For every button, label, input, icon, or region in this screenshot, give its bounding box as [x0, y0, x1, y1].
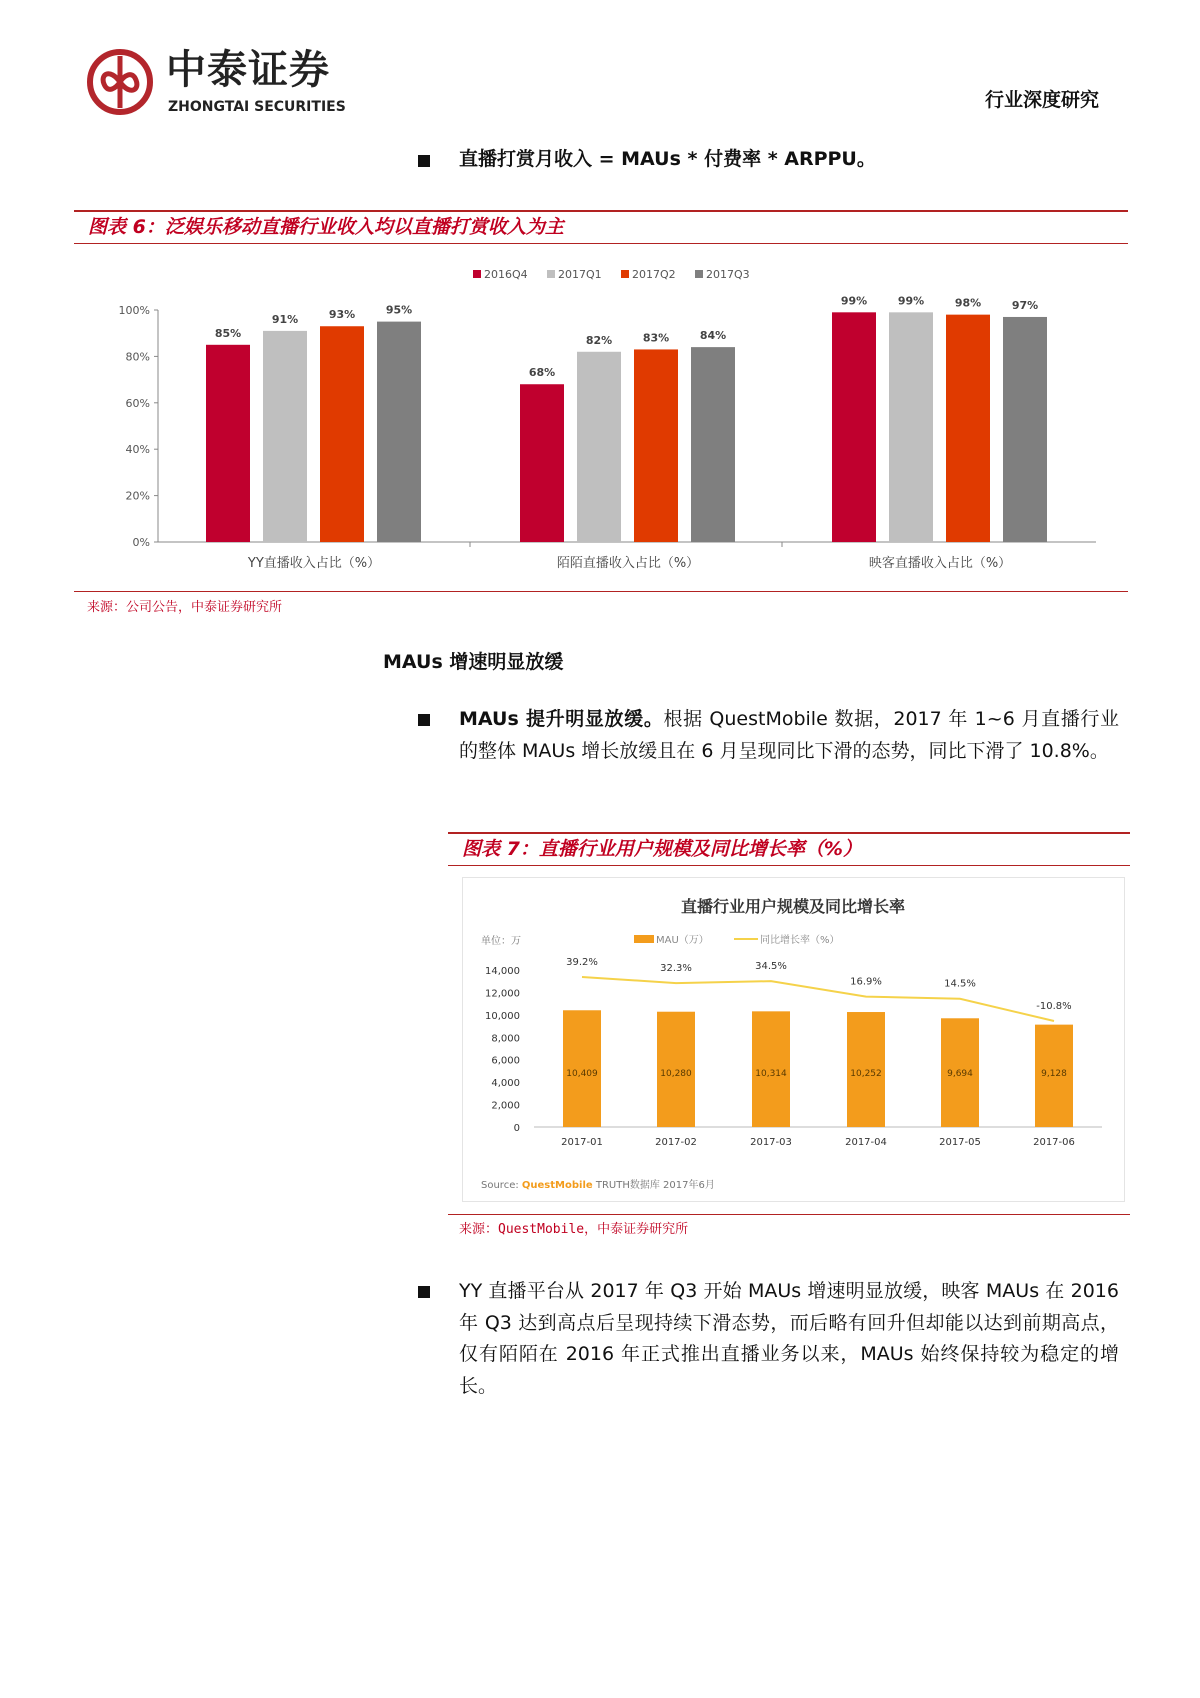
bar: [889, 312, 933, 542]
bar-value-label: 10,314: [755, 1069, 787, 1079]
figure7-title: 图表 7：直播行业用户规模及同比增长率（%）: [462, 838, 862, 860]
bar-value-label: 68%: [528, 366, 556, 380]
y-tick-label: 4,000: [491, 1078, 520, 1090]
bar-value-label: 10,252: [850, 1069, 882, 1079]
report-type: 行业深度研究: [985, 89, 1100, 111]
line-value-label: 34.5%: [755, 961, 787, 973]
bar-value-label: 98%: [954, 296, 982, 310]
x-category-label: YY直播收入占比（%）: [247, 556, 381, 571]
chart-source: [481, 1180, 715, 1191]
y-tick-label: 60%: [125, 396, 150, 410]
divider: [74, 210, 1128, 212]
bar-value-label: 82%: [585, 333, 613, 347]
bar-value-label: 95%: [385, 303, 413, 317]
paragraph-body: 根据 QuestMobile 数据，2017 年 1~6 月直播行业的整体 MAUs 增长放缓且在 6 月呈现同比下滑的态势，同比下滑了 10.8%。: [459, 708, 1119, 762]
divider: [74, 591, 1128, 592]
bar-value-label: 9,694: [947, 1069, 973, 1079]
y-tick-label: 8,000: [491, 1033, 520, 1045]
bar: [832, 312, 876, 542]
x-category-label: 映客直播收入占比（%）: [868, 556, 1012, 571]
figure7-source: 来源：QuestMobile，中泰证券研究所: [459, 1222, 689, 1237]
y-tick-label: 2,000: [491, 1100, 520, 1112]
chart-source-brand: QuestMobile: [521, 1180, 593, 1191]
paragraph-platforms: YY 直播平台从 2017 年 Q3 开始 MAUs 增速明显放缓，映客 MAUs 在 2016 年 Q3 达到高点后呈现持续下滑态势，而后略有回升但却能以达到前期高点，仅有陌陌在 2016 年正式推出直播业务以来，MAUs 始终保持较为稳定的增长。: [459, 1280, 1119, 1397]
bar-value-label: 83%: [642, 331, 670, 345]
bar-value-label: 10,409: [566, 1069, 598, 1079]
bar: [206, 345, 250, 542]
divider: [448, 865, 1130, 866]
divider: [74, 243, 1128, 244]
bullet-icon: [418, 155, 430, 167]
bar: [1003, 317, 1047, 542]
divider: [448, 832, 1130, 834]
paragraph-maus: [459, 704, 1119, 767]
y-tick-label: 80%: [125, 350, 150, 364]
line-value-label: 32.3%: [660, 963, 692, 975]
y-tick-label: 14,000: [485, 966, 520, 977]
bar: [946, 315, 990, 542]
legend-label: 同比增长率（%）: [760, 935, 840, 946]
legend-swatch: [547, 270, 555, 278]
x-tick-label: 2017-03: [750, 1137, 792, 1148]
legend-swatch: [695, 270, 703, 278]
bar-value-label: 93%: [328, 308, 356, 322]
y-tick-label: 20%: [125, 489, 150, 503]
figure6-title: 图表 6：泛娱乐移动直播行业收入均以直播打赏收入为主: [88, 216, 564, 238]
logo-text-cn: 中泰证券: [166, 47, 330, 93]
bullet-icon: [418, 714, 430, 726]
divider: [448, 1214, 1130, 1215]
y-tick-label: 100%: [118, 304, 150, 317]
legend-label: 2017Q2: [632, 268, 676, 281]
growth-rate-line: [582, 977, 1054, 1021]
x-tick-label: 2017-05: [939, 1137, 981, 1148]
legend-label: 2017Q1: [558, 268, 602, 281]
line-value-label: 14.5%: [944, 978, 976, 990]
x-tick-label: 2017-01: [561, 1137, 603, 1148]
y-tick-label: 0%: [132, 536, 150, 549]
bullet-icon: [418, 1286, 430, 1298]
y-tick-label: 0: [513, 1123, 520, 1134]
y-tick-label: 40%: [125, 443, 150, 457]
bar-value-label: 9,128: [1041, 1069, 1067, 1079]
chart-source-label: Source:: [481, 1180, 519, 1191]
line-value-label: 16.9%: [850, 976, 882, 988]
section-heading: MAUs 增速明显放缓: [383, 651, 564, 673]
x-tick-label: 2017-06: [1033, 1137, 1075, 1148]
legend-swatch: [634, 935, 654, 943]
figure7-chart: [462, 877, 1125, 1202]
zhongtai-logo-icon: [86, 48, 154, 116]
bar-value-label: 84%: [699, 329, 727, 343]
legend-swatch: [621, 270, 629, 278]
bar: [377, 322, 421, 542]
x-category-label: 陌陌直播收入占比（%）: [556, 556, 700, 571]
line-value-label: -10.8%: [1036, 1001, 1072, 1012]
bar: [263, 331, 307, 542]
figure6-source: 来源：公司公告，中泰证券研究所: [87, 600, 283, 615]
legend-label: MAU（万）: [656, 935, 709, 946]
formula-text: 直播打赏月收入 = MAUs * 付费率 * ARPPU。: [459, 148, 876, 170]
bar-value-label: 91%: [271, 312, 299, 326]
bar-value-label: 97%: [1011, 298, 1039, 312]
legend-label: 2016Q4: [484, 268, 528, 281]
bar: [577, 352, 621, 542]
y-tick-label: 12,000: [485, 988, 520, 1000]
bar: [320, 326, 364, 542]
bar-value-label: 85%: [214, 326, 242, 340]
bar: [634, 349, 678, 542]
line-value-label: 39.2%: [566, 957, 598, 968]
bar-value-label: 10,280: [660, 1069, 692, 1079]
unit-label: 单位：万: [481, 936, 521, 947]
bar-value-label: 99%: [897, 294, 925, 308]
x-tick-label: 2017-04: [845, 1137, 887, 1148]
y-tick-label: 10,000: [485, 1010, 520, 1022]
y-tick-label: 6,000: [491, 1055, 520, 1067]
chart-source-rest: TRUTH数据库 2017年6月: [595, 1180, 715, 1191]
legend-swatch: [473, 270, 481, 278]
x-tick-label: 2017-02: [655, 1137, 697, 1148]
figure6-chart: [0, 250, 1200, 585]
logo-text-en: ZHONGTAI SECURITIES: [168, 99, 346, 115]
chart-title: 直播行业用户规模及同比增长率: [680, 897, 906, 916]
legend-label: 2017Q3: [706, 268, 750, 281]
bar-value-label: 99%: [840, 294, 868, 308]
bar: [691, 347, 735, 542]
bar: [520, 384, 564, 542]
paragraph-lead: MAUs 提升明显放缓。: [459, 708, 664, 730]
